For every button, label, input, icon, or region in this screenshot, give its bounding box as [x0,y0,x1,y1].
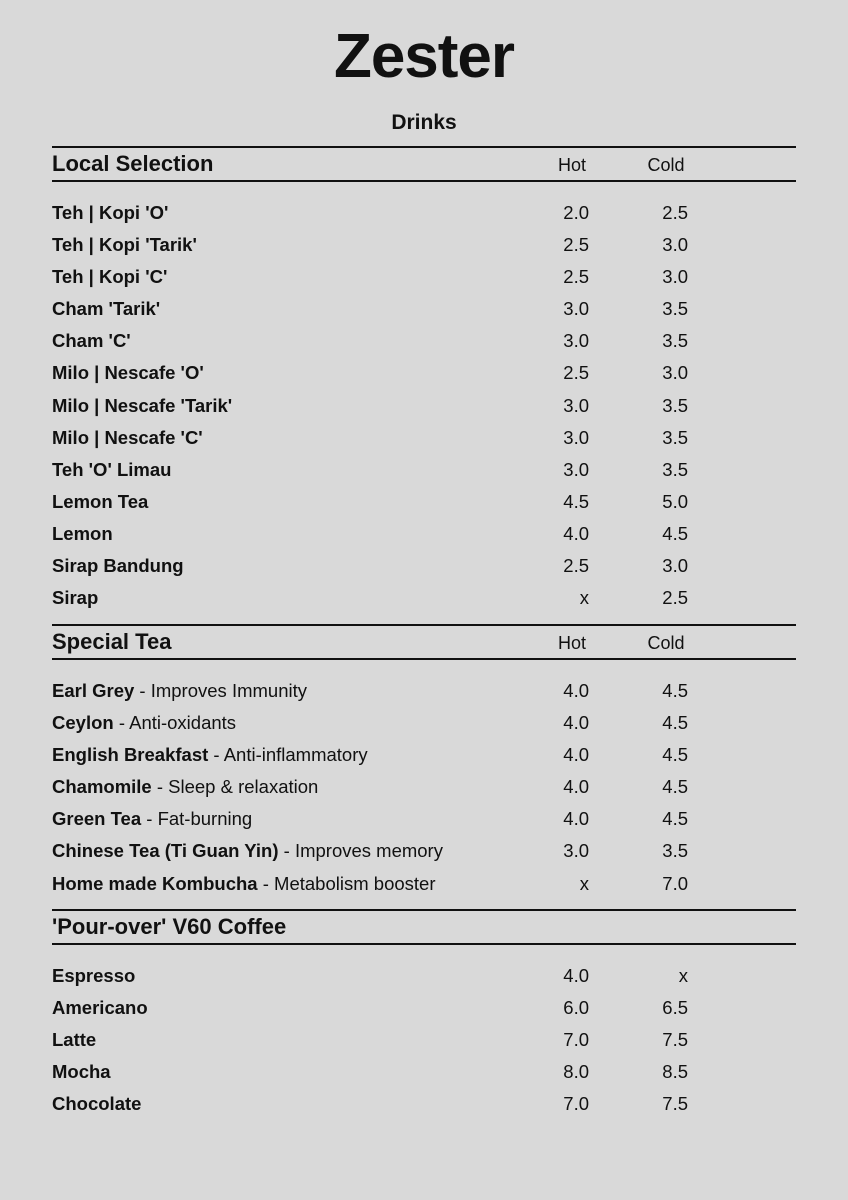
item-name [52,325,131,357]
section-special-tea [52,624,796,900]
item-title: Latte [52,1029,97,1051]
menu-item-row [52,197,796,229]
cold-price: 3.5 [662,330,688,352]
hot-price: 3.0 [563,298,589,320]
item-title: Home made Kombucha [52,872,258,894]
item-title: Teh | Kopi 'C' [52,266,168,288]
item-name [52,422,203,454]
cold-price: 3.5 [662,426,688,448]
item-name [52,229,197,261]
item-name [52,739,368,771]
menu-item-row [52,422,796,454]
hot-price: 2.5 [563,555,589,577]
item-name [52,390,232,422]
item-title: Ceylon [52,712,114,734]
item-name [52,518,113,550]
item-title: Lemon Tea [52,490,149,512]
item-description: - Anti-oxidants [113,712,237,734]
menu-item-row [52,739,796,771]
item-title: Teh | Kopi 'Tarik' [52,234,197,256]
item-name [52,960,135,992]
cold-price: 8.5 [662,1061,688,1083]
menu-item-row [52,582,796,614]
menu-item-row [52,675,796,707]
menu-title: Zester [333,22,515,91]
menu-item-row [52,454,796,486]
item-title: Green Tea [52,808,142,830]
item-title: Sirap Bandung [52,555,184,577]
hot-price: 3.0 [563,394,589,416]
cold-price: 7.5 [662,1029,688,1051]
cold-price: 4.5 [662,680,688,701]
hot-price: 4.0 [563,522,589,544]
cold-price: 2.5 [662,202,688,223]
section-title: Local Selection [52,151,214,176]
item-title: Cham 'C' [52,330,131,352]
item-title: Cham 'Tarik' [52,298,161,320]
section-title: 'Pour-over' V60 Coffee [52,914,287,939]
item-name [52,992,148,1024]
menu-item-row [52,325,796,357]
cold-price: 3.0 [662,362,688,384]
section-header [52,146,796,182]
item-name [52,454,171,486]
item-description: - Improves Immunity [139,680,307,701]
menu-item-row [52,992,796,1024]
hot-price: 4.0 [563,744,589,766]
menu-item-row [52,1024,796,1056]
item-name [52,582,98,614]
cold-price: 3.0 [662,266,688,288]
menu-item-row [52,293,796,325]
section-pour-over-coffee [52,909,796,1120]
item-description: - Anti-inflammatory [208,744,368,766]
item-title: Milo | Nescafe 'Tarik' [52,394,233,416]
item-title: Milo | Nescafe 'O' [52,362,204,384]
section-local-selection [52,146,796,614]
section-title: Special Tea [52,629,172,654]
hot-price: 8.0 [563,1061,589,1083]
hot-price: 2.5 [563,266,589,288]
item-name [52,675,307,707]
hot-price: 3.0 [563,426,589,448]
item-name [52,1056,111,1088]
menu-item-row [52,803,796,835]
item-title: Chinese Tea (Ti Guan Yin) [52,840,279,862]
section-header [52,909,796,945]
hot-price: x [579,872,589,894]
cold-price: 3.5 [662,394,688,416]
cold-column-label: Cold [647,155,685,175]
hot-price: 4.0 [563,680,589,701]
item-name [52,197,168,229]
hot-column-label: Hot [557,633,586,653]
item-title: Sirap [52,587,99,609]
section-header [52,624,796,660]
menu-item-row [52,707,796,739]
hot-price: x [579,587,589,609]
item-name [52,1024,96,1056]
item-description: - Metabolism booster [257,872,436,894]
menu-item-row [52,550,796,582]
hot-price: 4.0 [563,776,589,798]
item-title: Chocolate [52,1093,142,1115]
cold-price: 3.0 [662,555,688,577]
cold-price: 3.5 [662,840,688,862]
menu-item-row [52,1056,796,1088]
item-title: Mocha [52,1061,111,1083]
menu-subtitle: Drinks [391,111,457,134]
item-description: - Sleep & relaxation [151,776,319,798]
item-name [52,261,167,293]
item-name [52,835,443,867]
hot-price: 4.0 [563,808,589,830]
hot-column-label: Hot [557,155,586,175]
hot-price: 4.0 [563,965,589,986]
item-name [52,771,318,803]
cold-price: 6.5 [662,997,688,1019]
menu-item-row [52,868,796,900]
menu-item-row [52,1088,796,1120]
hot-price: 3.0 [563,840,589,862]
cold-column-label: Cold [647,633,685,653]
menu-item-row [52,486,796,518]
cold-price: 2.5 [662,587,688,609]
cold-price: x [678,965,688,986]
hot-price: 3.0 [563,458,589,480]
menu-item-row [52,261,796,293]
hot-price: 2.0 [563,202,589,223]
item-name [52,357,204,389]
menu-item-row [52,229,796,261]
item-description: - Improves memory [278,840,443,862]
menu-item-row [52,390,796,422]
item-name [52,486,148,518]
cold-price: 4.5 [662,776,688,798]
item-name [52,803,252,835]
hot-price: 4.5 [563,490,589,512]
hot-price: 7.0 [563,1029,589,1051]
hot-price: 2.5 [563,362,589,384]
item-list [52,960,796,1120]
cold-price: 4.5 [662,744,688,766]
cold-price: 4.5 [662,808,688,830]
item-title: Milo | Nescafe 'C' [52,426,203,448]
hot-price: 2.5 [563,234,589,256]
menu-item-row [52,835,796,867]
cold-price: 5.0 [662,490,688,512]
cold-price: 3.5 [662,458,688,480]
item-title: Earl Grey [52,680,140,701]
item-title: Lemon [52,522,113,544]
item-title: English Breakfast [52,744,209,766]
item-name [52,707,236,739]
item-title: Espresso [52,965,136,986]
cold-price: 7.0 [662,872,688,894]
hot-price: 3.0 [563,330,589,352]
hot-price: 4.0 [563,712,589,734]
item-name [52,550,184,582]
menu-item-row [52,357,796,389]
menu-item-row [52,518,796,550]
hot-price: 6.0 [563,997,589,1019]
item-title: Chamomile [52,776,152,798]
item-name [52,1088,141,1120]
item-description: - Fat-burning [141,808,253,830]
item-name [52,868,435,900]
cold-price: 4.5 [662,712,688,734]
item-title: Americano [52,997,148,1019]
cold-price: 3.0 [662,234,688,256]
item-list [52,675,796,900]
cold-price: 7.5 [662,1093,688,1115]
item-list [52,197,796,614]
cold-price: 4.5 [662,522,688,544]
menu-item-row [52,771,796,803]
item-name [52,293,160,325]
item-title: Teh 'O' Limau [52,458,172,480]
hot-price: 7.0 [563,1093,589,1115]
menu-item-row [52,960,796,992]
item-title: Teh | Kopi 'O' [52,202,169,223]
cold-price: 3.5 [662,298,688,320]
